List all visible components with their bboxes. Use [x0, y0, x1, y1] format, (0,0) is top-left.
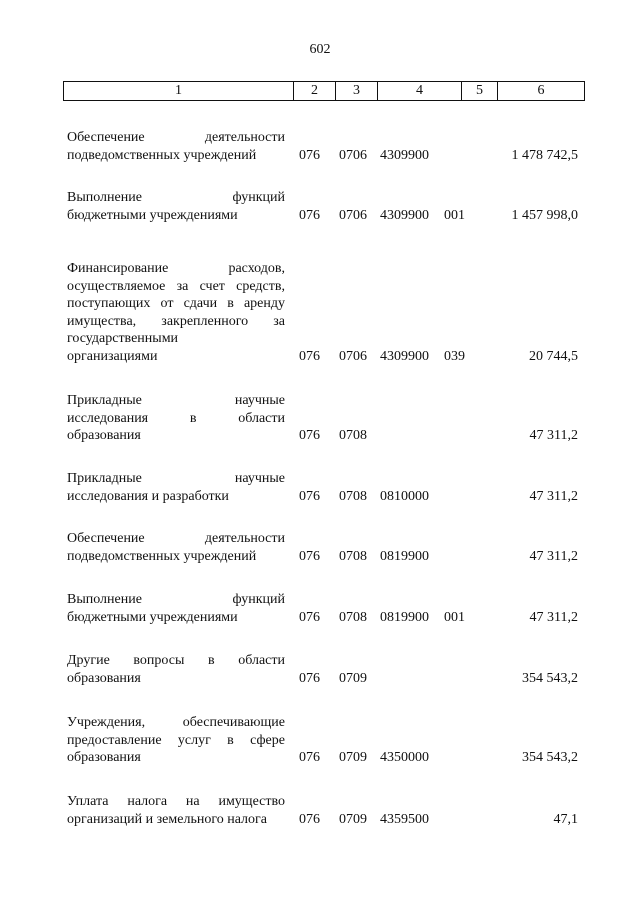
header-col-4: 4: [378, 82, 462, 100]
row-name-line: исследования в области: [67, 410, 285, 426]
row-name-line: образования: [67, 750, 141, 765]
row-name-line: Выполнение функций: [67, 190, 285, 205]
cell-ministry: 076: [299, 488, 320, 504]
cell-ministry: 076: [299, 207, 320, 223]
header-col-6: 6: [537, 83, 545, 98]
cell-target: 4309900: [380, 348, 429, 364]
row-name: [67, 591, 285, 626]
cell-ministry: 076: [299, 811, 320, 827]
row-name-line: организациями: [67, 348, 158, 364]
header-col-2: 2: [294, 82, 336, 100]
cell-target: 0819900: [380, 548, 429, 564]
row-name-line: Уплата налога на имущество: [67, 794, 285, 809]
row-name: [67, 392, 285, 445]
row-name: [67, 793, 285, 828]
table-header: [63, 81, 585, 101]
row-name-line: организаций и земельного налога: [67, 811, 267, 827]
row-name-line: предоставление услуг в сфере: [67, 732, 285, 748]
row-name-line: бюджетными учреждениями: [67, 609, 238, 625]
cell-amount: 47 311,2: [529, 609, 578, 625]
row-name-line: поступающих от сдачи в аренду: [67, 296, 285, 311]
row-name-line: Финансирование расходов,: [67, 261, 285, 276]
cell-section: 0706: [339, 207, 367, 223]
cell-section: 0709: [339, 670, 367, 686]
row-name-line: Выполнение функций: [67, 592, 285, 607]
row-name: [67, 470, 285, 505]
cell-target: 0819900: [380, 609, 429, 625]
cell-amount: 354 543,2: [522, 750, 578, 765]
cell-ministry: 076: [299, 609, 320, 625]
header-col-3: 3: [336, 82, 378, 100]
cell-type: 001: [444, 207, 465, 223]
cell-section: 0708: [339, 488, 367, 504]
row-name-line: Учреждения, обеспечивающие: [67, 715, 285, 730]
row-name: [67, 129, 285, 164]
row-name-line: Прикладные научные: [67, 471, 285, 486]
cell-section: 0706: [339, 348, 367, 364]
cell-section: 0708: [339, 548, 367, 564]
cell-amount: 47 311,2: [529, 548, 578, 564]
row-name-line: Обеспечение деятельности: [67, 130, 285, 145]
cell-amount: 47,1: [553, 811, 578, 827]
row-name-line: осуществляемое за счет средств,: [67, 278, 285, 294]
cell-amount: 47 311,2: [529, 428, 578, 443]
cell-ministry: 076: [299, 147, 320, 163]
row-name: [67, 189, 285, 224]
cell-amount: 47 311,2: [529, 488, 578, 504]
cell-ministry: 076: [299, 348, 320, 364]
cell-ministry: 076: [299, 548, 320, 564]
row-name-line: исследования и разработки: [67, 488, 229, 504]
cell-target: 0810000: [380, 488, 429, 504]
cell-section: 0708: [339, 609, 367, 625]
row-name: [67, 530, 285, 565]
cell-section: 0709: [339, 811, 367, 827]
cell-section: 0706: [339, 147, 367, 163]
row-name-line: Другие вопросы в области: [67, 653, 285, 668]
cell-amount: 1 478 742,5: [511, 147, 578, 163]
cell-target: 4350000: [380, 750, 429, 765]
row-name: [67, 652, 285, 687]
row-name-line: бюджетными учреждениями: [67, 207, 238, 223]
cell-amount: 354 543,2: [522, 670, 578, 686]
row-name-line: имущества, закрепленного за: [67, 313, 285, 329]
row-name-line: подведомственных учреждений: [67, 147, 257, 163]
page-number: 602: [309, 42, 331, 57]
header-col-5: 5: [462, 82, 498, 100]
cell-ministry: 076: [299, 670, 320, 686]
cell-target: 4359500: [380, 811, 429, 827]
row-name-line: подведомственных учреждений: [67, 548, 257, 564]
row-name-line: образования: [67, 670, 141, 686]
cell-ministry: 076: [299, 428, 320, 443]
cell-amount: 1 457 998,0: [511, 207, 578, 223]
cell-section: 0708: [339, 428, 367, 443]
row-name-line: государственными: [67, 331, 179, 346]
cell-type: 039: [444, 348, 465, 364]
cell-target: 4309900: [380, 147, 429, 163]
cell-type: 001: [444, 609, 465, 625]
cell-ministry: 076: [299, 750, 320, 765]
row-name-line: образования: [67, 428, 141, 443]
row-name-line: Обеспечение деятельности: [67, 531, 285, 546]
cell-target: 4309900: [380, 207, 429, 223]
cell-amount: 20 744,5: [529, 348, 578, 364]
row-name: [67, 714, 285, 767]
row-name-line: Прикладные научные: [67, 393, 285, 408]
row-name: [67, 260, 285, 365]
header-col-1: 1: [64, 82, 294, 100]
cell-section: 0709: [339, 750, 367, 765]
